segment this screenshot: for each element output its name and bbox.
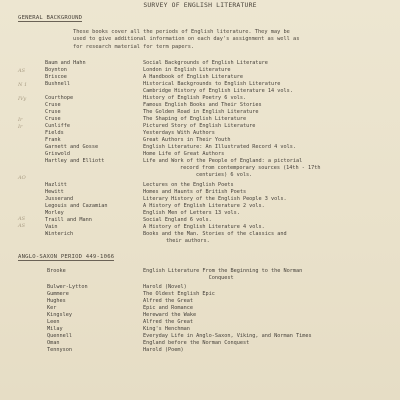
- book-row: [0, 340, 400, 347]
- book-row: [0, 102, 400, 109]
- author: Briscoe: [45, 74, 67, 80]
- author: Ker: [47, 305, 57, 311]
- work-title: England before the Norman Conquest: [143, 340, 250, 346]
- work-title: Yesterdays With Authors: [143, 130, 215, 136]
- author: Milay: [47, 326, 63, 332]
- work-title: Alfred the Great: [143, 319, 193, 325]
- book-row: [0, 203, 400, 210]
- book-row: [0, 74, 400, 81]
- author: Legouis and Cazamian: [45, 203, 108, 209]
- book-row: [0, 319, 400, 326]
- intro-line: These books cover all the periods of English literature. They may be: [73, 29, 290, 35]
- work-title: Great Authors in Their Youth: [143, 137, 231, 143]
- intro-line: used to give additional information on each day's assignment as well as: [73, 36, 300, 43]
- author: Frank: [45, 137, 61, 143]
- book-row: [0, 151, 400, 158]
- book-row: [0, 298, 400, 305]
- book-row: [0, 312, 400, 319]
- margin-note: AO: [18, 175, 26, 181]
- author: Fields: [45, 130, 64, 136]
- work-title: The Golden Road in English Literature: [143, 109, 259, 115]
- section-heading-anglo-saxon: ANGLO-SAXON PERIOD 449-1066: [18, 254, 115, 260]
- margin-note: Ir: [18, 124, 23, 130]
- author: Cruse: [45, 102, 61, 108]
- intro-line: for research material for term papers.: [73, 43, 195, 50]
- work-title: Famous English Books and Their Stories: [143, 102, 262, 108]
- work-title: Alfred the Great: [143, 298, 193, 304]
- margin-note: IVy: [18, 96, 27, 102]
- work-title: Social Backgrounds of English Literature: [143, 60, 268, 66]
- work-title: Pictured Story of English Literature: [143, 123, 256, 129]
- margin-note: AS: [18, 223, 26, 229]
- work-title: Homes and Haunts of British Poets: [143, 189, 247, 195]
- work-title: Historical Backgrounds to English Literature: [143, 81, 281, 87]
- work-title: A History of English Literature 2 vols.: [143, 203, 265, 209]
- author: Hewitt: [45, 189, 64, 195]
- margin-note: AS: [18, 216, 26, 222]
- book-row: [0, 305, 400, 312]
- book-row: [0, 268, 400, 275]
- work-title: A Handbook of English Literature: [143, 74, 243, 80]
- author: Tennyson: [47, 347, 72, 353]
- book-row: [0, 116, 400, 123]
- book-row: [0, 326, 400, 333]
- work-title: Everyday Life in Anglo-Saxon, Viking, and Norman Times: [143, 333, 312, 339]
- author: Baum and Hahn: [45, 60, 86, 66]
- work-title: Social England 6 vols.: [143, 217, 212, 223]
- work-title: Life and Work of the People of England: a pictorial: [143, 158, 303, 164]
- book-row: [0, 95, 400, 102]
- book-row: [0, 291, 400, 298]
- work-title: The Oldest English Epic: [143, 291, 215, 297]
- book-row: [0, 67, 400, 74]
- author: Bulwer-Lytton: [47, 284, 88, 290]
- book-row: [0, 88, 400, 95]
- book-row: [0, 224, 400, 231]
- margin-note: AS: [18, 68, 26, 74]
- book-row: [0, 123, 400, 130]
- work-title: Lectures on the English Poets: [143, 182, 234, 188]
- book-row: [0, 347, 400, 354]
- book-row: [0, 144, 400, 151]
- margin-note: N 1: [18, 82, 28, 88]
- author: Boynton: [45, 67, 67, 73]
- work-title-continuation: record from contemporary sources (14th - 17th: [180, 165, 321, 171]
- margin-note: Ir: [18, 117, 23, 123]
- author: Kingsley: [47, 312, 72, 318]
- author: Oman: [47, 340, 60, 346]
- author: Vain: [45, 224, 58, 230]
- author: Morley: [45, 210, 64, 216]
- author: Hughes: [47, 298, 66, 304]
- author: Quennell: [47, 333, 72, 339]
- book-row: [0, 109, 400, 116]
- book-row: [0, 210, 400, 217]
- work-title: Literary History of the English People 3 vols.: [143, 196, 287, 202]
- author: Griswold: [45, 151, 70, 157]
- author: Hartley and Elliott: [45, 158, 105, 164]
- book-row: [0, 137, 400, 144]
- work-title: Harold (Novel): [143, 284, 187, 290]
- work-title: Home Life of Great Authors: [143, 151, 225, 157]
- work-title: London in English Literature: [143, 67, 231, 73]
- author: Courthope: [45, 95, 74, 101]
- book-row: [0, 189, 400, 196]
- book-row: [0, 196, 400, 203]
- work-title: English Literature: An Illustrated Record 4 vols.: [143, 144, 297, 150]
- work-title: Hereward the Wake: [143, 312, 197, 318]
- work-title: English Men of Letters 13 vols.: [143, 210, 240, 216]
- work-title-continuation: their authors.: [166, 238, 210, 244]
- work-title: A History of English Literature 4 vols.: [143, 224, 265, 230]
- page-title: SURVEY OF ENGLISH LITERATURE: [143, 1, 257, 9]
- author: Leen: [47, 319, 60, 325]
- work-title: The Shaping of English Literature: [143, 116, 247, 122]
- book-row: [0, 284, 400, 291]
- author: Traill and Mann: [45, 217, 92, 223]
- intro-paragraph: [73, 29, 373, 51]
- author: Bushnell: [45, 81, 70, 87]
- book-row: [0, 182, 400, 189]
- work-title: Cambridge History of English Literature 14 vols.: [143, 88, 293, 94]
- book-row: [0, 158, 400, 165]
- author: Cruse: [45, 109, 61, 115]
- book-row: [0, 333, 400, 340]
- author: Cunliffe: [45, 123, 70, 129]
- book-row: [0, 81, 400, 88]
- work-title: English Literature From the Beginning to the Norman: [143, 268, 303, 274]
- work-title: Epic and Romance: [143, 305, 193, 311]
- author: Brooke: [47, 268, 66, 274]
- work-title-continuation: centuries) 6 vols.: [196, 172, 253, 178]
- work-title: Conquest: [143, 275, 234, 281]
- work-title: Books and the Man. Stories of the classics and: [143, 231, 287, 237]
- book-row: [0, 130, 400, 137]
- book-row: [0, 275, 400, 282]
- author: Jusserand: [45, 196, 74, 202]
- work-title: History of English Poetry 6 vols.: [143, 95, 247, 101]
- book-row: [0, 231, 400, 238]
- author: Cruse: [45, 116, 61, 122]
- author: Gummere: [47, 291, 69, 297]
- author: Garnett and Gosse: [45, 144, 99, 150]
- book-row: [0, 217, 400, 224]
- author: Hazlitt: [45, 182, 67, 188]
- work-title: Harold (Poem): [143, 347, 184, 353]
- author: Winterich: [45, 231, 74, 237]
- book-row: [0, 60, 400, 67]
- section-heading-general: GENERAL BACKGROUND: [18, 15, 83, 21]
- work-title: King's Henchman: [143, 326, 190, 332]
